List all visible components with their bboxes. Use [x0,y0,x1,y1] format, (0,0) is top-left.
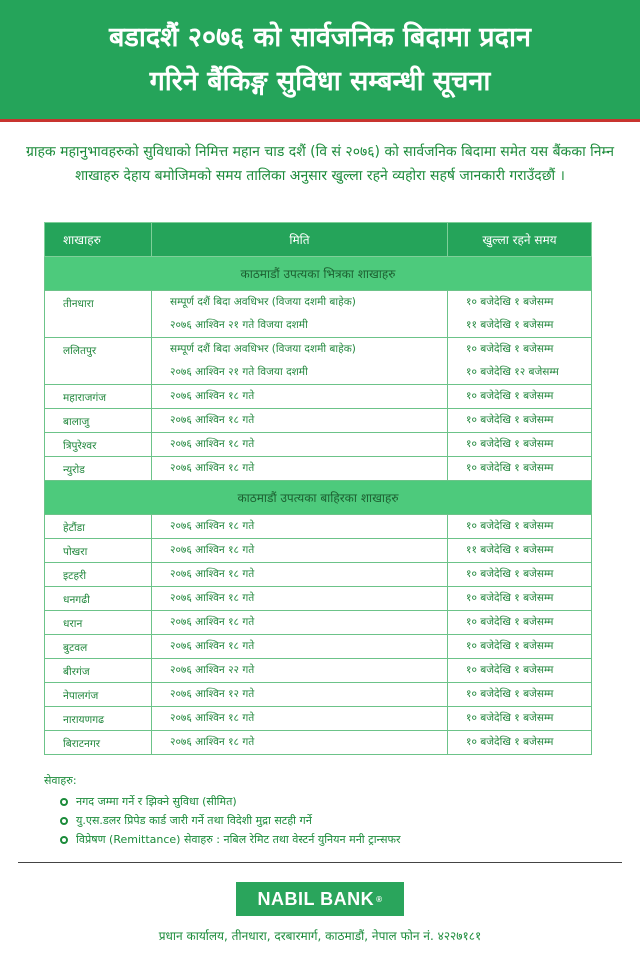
branch-name: धरान [63,618,83,630]
date-cell [152,683,448,707]
date-cell [152,291,448,338]
notice-title-line-2: गरिने बैंकिङ्ग सुविधा सम्बन्धी सूचना [149,65,491,97]
date-cell [152,635,448,659]
date-text: २०७६ आश्विन १८ गते [170,568,255,580]
time-text: ११ बजेदेखि १ बजेसम्म [466,544,554,556]
time-cell [448,515,592,539]
bullet-icon [60,817,68,825]
date-text: २०७६ आश्विन १८ गते [170,544,255,556]
time-text: १० बजेदेखि १ बजेसम्म [466,390,554,402]
list-item [44,792,604,811]
date-cell [152,707,448,731]
table-row [45,659,592,683]
table-row [45,409,592,433]
table-row [45,683,592,707]
intro-paragraph: ग्राहक महानुभावहरुको सुविधाको निमित्त महान चाड दशैं (वि सं २०७६) को सार्वजनिक बिदामा समेत यस बैंकका निम्न शाखाहरु देहाय बमोजिमको समय तालिका अनुसार खुल्ला रहने व्यहोरा सहर्ष जानकारी गराउँदछौं । [25,144,615,184]
branch-cell [45,731,152,755]
time-text: १० बजेदेखि १ बजेसम्म [466,438,554,450]
time-text: १० बजेदेखि १ बजेसम्म [466,296,554,308]
branch-cell [45,457,152,481]
branch-name: ललितपुर [63,345,97,357]
date-cell [152,539,448,563]
date-cell [152,587,448,611]
time-text: १० बजेदेखि १ बजेसम्म [466,688,554,700]
list-item [44,811,604,830]
date-text: सम्पूर्ण दशैं बिदा अवधिभर (विजया दशमी बाहेक) [170,343,356,355]
branch-name: महाराजगंज [63,392,107,404]
service-text: नगद जम्मा गर्ने र झिक्ने सुविधा (सीमित) [76,795,237,808]
time-cell [448,291,592,338]
time-text: १० बजेदेखि १ बजेसम्म [466,568,554,580]
date-text: २०७६ आश्विन २१ गते विजया दशमी [170,366,308,378]
time-text: १० बजेदेखि १ बजेसम्म [466,414,554,426]
table-row [45,587,592,611]
section-row [45,257,592,291]
date-text: २०७६ आश्विन २२ गते [170,664,255,676]
branch-cell [45,515,152,539]
branch-cell [45,587,152,611]
time-cell [448,683,592,707]
branch-cell [45,563,152,587]
branch-name: नारायणगढ [63,714,105,726]
date-text: २०७६ आश्विन २१ गते विजया दशमी [170,319,308,331]
branch-name: न्युरोड [63,464,85,476]
notice-title-line-1: बडादशैं २०७६ को सार्वजनिक बिदामा प्रदान [108,21,531,53]
time-cell [448,635,592,659]
time-cell [448,539,592,563]
branch-name: इटहरी [63,570,87,582]
date-cell [152,338,448,385]
nabil-bank-logo [236,882,404,916]
branch-name: धनगढी [63,594,90,606]
table-row [45,433,592,457]
branch-cell [45,385,152,409]
date-text: २०७६ आश्विन १८ गते [170,438,255,450]
bullet-icon [60,798,68,806]
branch-cell [45,707,152,731]
time-text: १० बजेदेखि १२ बजेसम्म [466,366,559,378]
date-cell [152,731,448,755]
branch-cell [45,338,152,385]
footer-address: प्रधान कार्यालय, तीनधारा, दरबारमार्ग, काठमाडौं, नेपाल फोन नं. ४२२७१८१ [158,929,482,943]
table-row [45,611,592,635]
services-heading: सेवाहरु: [44,774,77,787]
table-row [45,457,592,481]
date-cell [152,457,448,481]
table-row [45,515,592,539]
time-cell [448,563,592,587]
date-text: २०७६ आश्विन १८ गते [170,616,255,628]
time-cell [448,457,592,481]
branch-name: बालाजु [63,416,90,428]
service-text: विप्रेषण (Remittance) सेवाहरु : नबिल रेमिट तथा वेस्टर्न युनियन मनी ट्रान्सफर [76,833,401,846]
time-text: १० बजेदेखि १ बजेसम्म [466,736,554,748]
time-cell [448,731,592,755]
branch-cell [45,611,152,635]
services-list [44,772,604,849]
table-row [45,385,592,409]
date-text: २०७६ आश्विन १८ गते [170,712,255,724]
table-row [45,731,592,755]
date-text: २०७६ आश्विन १८ गते [170,640,255,652]
table-row [45,291,592,338]
time-cell [448,433,592,457]
branch-name: तीनधारा [63,298,94,310]
date-text: २०७६ आश्विन १२ गते [170,688,255,700]
time-text: १० बजेदेखि १ बजेसम्म [466,640,554,652]
date-cell [152,433,448,457]
bullet-icon [60,836,68,844]
logo-text: NABIL BANK [257,888,375,909]
time-cell [448,707,592,731]
time-text: १० बजेदेखि १ बजेसम्म [466,520,554,532]
header-branches: शाखाहरु [45,223,152,257]
header-date: मिति [152,223,448,257]
date-text: २०७६ आश्विन १८ गते [170,520,255,532]
branch-name: त्रिपुरेश्वर [63,440,97,452]
branch-name: हेटौंडा [63,522,85,534]
registered-mark: ® [376,894,383,904]
time-cell [448,385,592,409]
table-row [45,338,592,385]
date-text: २०७६ आश्विन १८ गते [170,390,255,402]
date-cell [152,515,448,539]
branch-name: नेपालगंज [63,690,99,702]
table-row [45,539,592,563]
time-text: १० बजेदेखि १ बजेसम्म [466,712,554,724]
time-text: १० बजेदेखि १ बजेसम्म [466,616,554,628]
date-text: २०७६ आश्विन १८ गते [170,462,255,474]
branch-cell [45,409,152,433]
branch-name: बुटवल [63,642,88,654]
header-open-time: खुल्ला रहने समय [448,223,592,257]
table-row [45,707,592,731]
branch-cell [45,683,152,707]
branch-cell [45,539,152,563]
date-cell [152,611,448,635]
date-cell [152,385,448,409]
time-cell [448,659,592,683]
branch-cell [45,635,152,659]
time-cell [448,611,592,635]
branch-schedule-table [44,222,592,755]
time-text: १० बजेदेखि १ बजेसम्म [466,664,554,676]
date-text: २०७६ आश्विन १८ गते [170,414,255,426]
table-row [45,635,592,659]
table-header-row [45,223,592,257]
header-banner [0,0,640,122]
time-cell [448,587,592,611]
table-row [45,563,592,587]
divider [18,862,622,863]
branch-cell [45,433,152,457]
date-cell [152,563,448,587]
time-cell [448,338,592,385]
branch-name: बीरगंज [63,666,90,678]
branch-cell [45,659,152,683]
list-item [44,830,604,849]
section-title: काठमाडौं उपत्यका भित्रका शाखाहरु [45,257,592,291]
branch-name: बिराटनगर [63,738,101,750]
time-text: ११ बजेदेखि १ बजेसम्म [466,319,554,331]
branch-name: पोखरा [63,546,88,558]
section-title: काठमाडौं उपत्यका बाहिरका शाखाहरु [45,481,592,515]
time-text: १० बजेदेखि १ बजेसम्म [466,462,554,474]
branch-cell [45,291,152,338]
time-cell [448,409,592,433]
service-text: यु.एस.डलर प्रिपेड कार्ड जारी गर्ने तथा विदेशी मुद्रा सटही गर्ने [76,814,312,827]
date-text: २०७६ आश्विन १८ गते [170,736,255,748]
date-text: सम्पूर्ण दशैं बिदा अवधिभर (विजया दशमी बाहेक) [170,296,356,308]
section-row [45,481,592,515]
time-text: १० बजेदेखि १ बजेसम्म [466,343,554,355]
time-text: १० बजेदेखि १ बजेसम्म [466,592,554,604]
date-cell [152,659,448,683]
date-cell [152,409,448,433]
date-text: २०७६ आश्विन १८ गते [170,592,255,604]
